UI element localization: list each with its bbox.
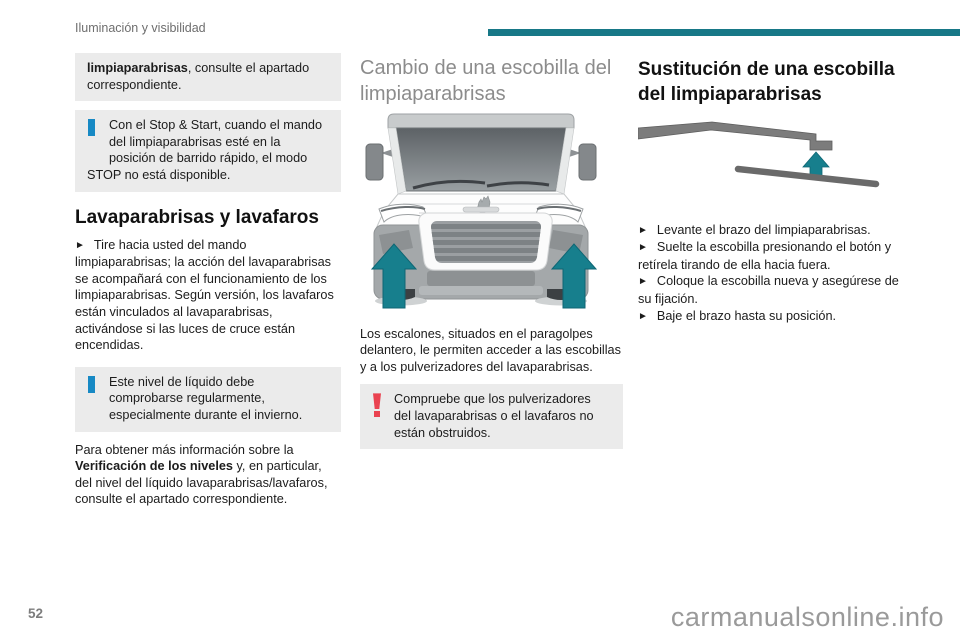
middle-paragraph: Los escalones, situados en el paragolpes delantero, le permiten acceder a las escobillas y a los pulverizadores del lavaparabrisas. (360, 326, 621, 374)
van-front-illustration (363, 111, 623, 316)
closing-text-before: Para obtener más información sobre la (75, 442, 294, 457)
note-box-text: , consulte el apartado correspondiente. (87, 61, 310, 92)
info-box-stop-start (75, 110, 341, 191)
wiper-arm (638, 122, 832, 150)
left-column (75, 53, 341, 512)
step-item (638, 308, 906, 326)
van-front-image (363, 111, 599, 311)
right-pointer-bullet: ► (638, 242, 648, 254)
info-icon (88, 119, 97, 149)
closing-text-after: y, en particular, del nivel del líquido lavaparabrisas/lavafaros, consulte el apartado correspondiente. (75, 459, 328, 507)
wiper-blade (738, 169, 876, 184)
right-pointer-bullet: ► (638, 224, 648, 236)
middle-column (360, 55, 623, 458)
warning-box (360, 384, 623, 449)
chapter-header: Iluminación y visibilidad (75, 21, 206, 35)
info-box-level (75, 367, 341, 432)
step-item (638, 273, 906, 307)
right-pointer-bullet: ► (638, 276, 648, 288)
step-item (638, 239, 906, 273)
warning-box-text: Compruebe que los pulverizadores del lavaparabrisas o el lavafaros no están obstruidos. (394, 392, 594, 440)
section-paragraph-text: Tire hacia usted del mando limpiaparabrisas; la acción del lavaparabrisas se acompañará con el funcionamiento de los limpiaparabrisas. Según versión, los lavafaros están vinculados al lavaparabrisas, activándose si las luces de cruce están encendidas. (75, 237, 334, 353)
step-text: Suelte la escobilla presionando el botón y retírela tirando de ella hacia fuera. (638, 240, 892, 272)
right-pointer-bullet: ► (75, 239, 85, 251)
info-box-level-text: Este nivel de líquido debe comprobarse regularmente, especialmente durante el invierno. (109, 374, 303, 422)
step-item (638, 222, 906, 240)
header-accent-bar (488, 29, 960, 36)
info-icon (88, 376, 97, 406)
right-section-title: Sustitución de una escobilla del limpiaparabrisas (638, 59, 895, 105)
page-number: 52 (28, 606, 44, 621)
step-text: Coloque la escobilla nueva y asegúrese de su fijación. (638, 274, 899, 306)
wiper-image (638, 119, 930, 201)
section-title: Lavaparabrisas y lavafaros (75, 206, 319, 228)
closing-paragraph (75, 442, 341, 508)
closing-text-bold: Verificación de los niveles (75, 459, 233, 474)
step-text: Levante el brazo del limpiaparabrisas. (656, 222, 871, 237)
middle-section-title: Cambio de una escobilla del limpiaparabrisas (360, 57, 612, 105)
step-text: Baje el brazo hasta su posición. (656, 308, 837, 323)
wiper-blade-illustration (638, 119, 906, 206)
right-pointer-bullet: ► (638, 310, 648, 322)
warning-icon (373, 393, 382, 423)
right-column (638, 57, 906, 325)
note-box (75, 53, 341, 101)
section-paragraph (75, 237, 341, 354)
info-box-text: Con el Stop & Start, cuando el mando del limpiaparabrisas esté en la posición de barrido rápido, el modo STOP no está disponible. (87, 118, 322, 182)
note-box-bold-text: limpiaparabrisas (87, 61, 188, 75)
watermark: carmanualsonline.info (670, 602, 944, 632)
